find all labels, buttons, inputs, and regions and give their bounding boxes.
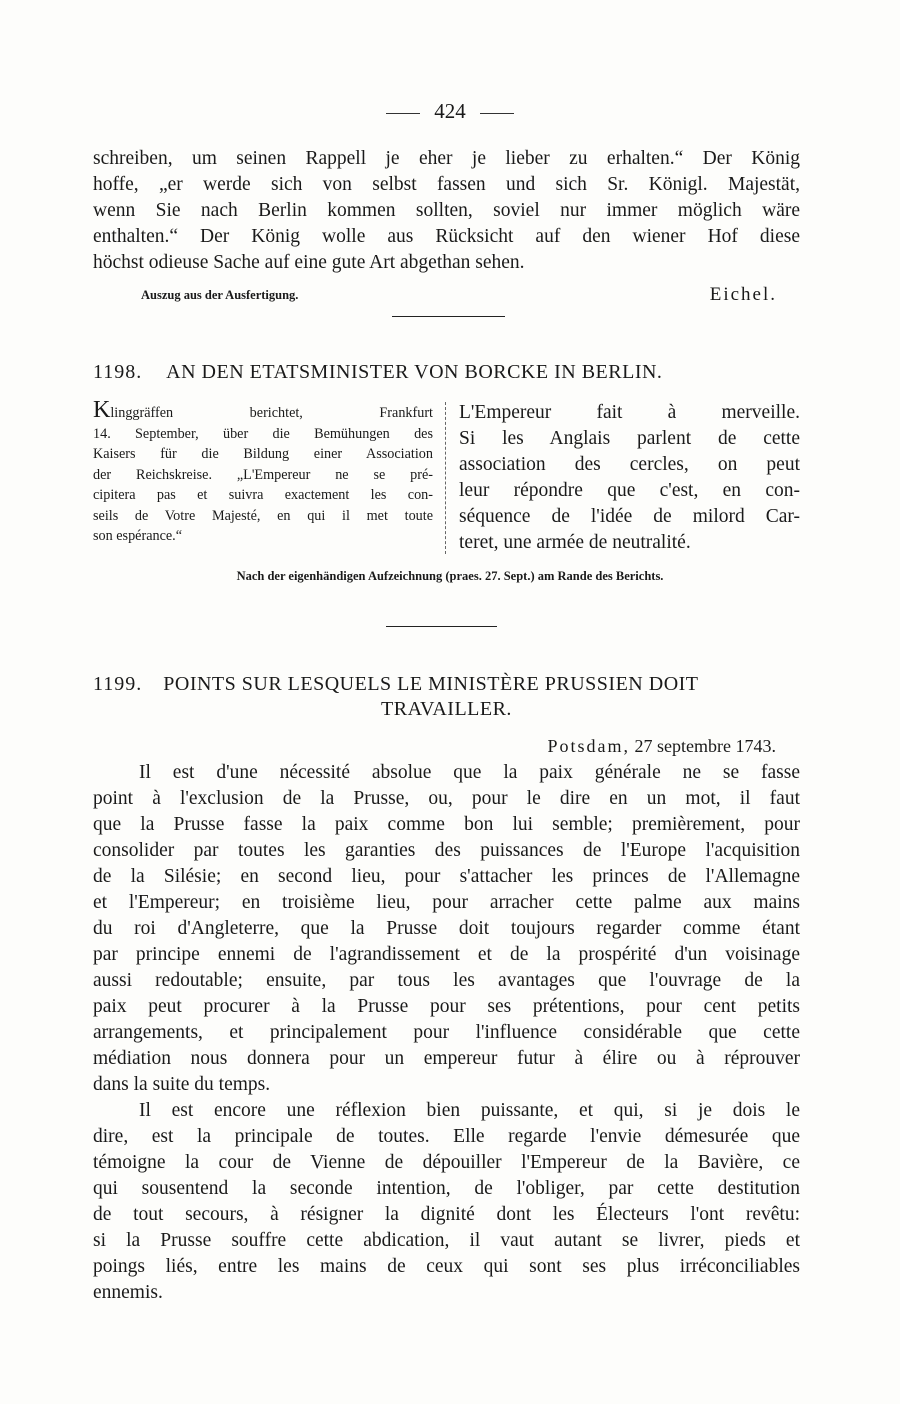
text-line: höchst odieuse Sache auf eine gute Art abgethan sehen. <box>93 252 525 273</box>
text-line: cipitera pas et suivra exactement les con- <box>93 487 433 503</box>
text-line: paix peut procurer à la Prusse pour ses prétentions, pour cent petits <box>93 996 800 1017</box>
text-line: 14. September, über die Bemühungen des <box>93 425 433 442</box>
section-title-line <box>93 698 800 721</box>
section-title: AN DEN ETATSMINISTER VON BORCKE IN BERLIN. <box>166 361 663 383</box>
text-line: si la Prusse souffre cette abdication, il vaut autant se livrer, pieds et <box>93 1230 800 1251</box>
section-divider <box>386 626 497 627</box>
text-line: dire, est la principale de toutes. Elle regarde l'envie démesurée que <box>93 1126 800 1147</box>
text-line: seils de Votre Majesté, en qui il met toute <box>93 507 433 524</box>
text-line-rest: linggräffen berichtet, Frankfurt <box>110 405 433 421</box>
report-summary <box>93 397 433 547</box>
text-line: poings liés, entre les mains de ceux qui sont ses plus irréconciliables <box>93 1256 800 1277</box>
section-number: 1199. <box>93 673 143 695</box>
text-line: séquence de l'idée de milord Car- <box>459 506 800 527</box>
section-title-continued: TRAVAILLER. <box>381 698 512 720</box>
paragraph-text <box>93 1098 800 1306</box>
source-note: Nach der eigenhändigen Aufzeichnung (praes. 27. Sept.) am Rande des Berichts. <box>236 569 664 583</box>
text-line: médiation nous donnera pour un empereur futur à élire ou à réprouver <box>93 1048 800 1069</box>
text-line: Il est d'une nécessité absolue que la paix générale ne se fasse <box>139 762 800 783</box>
place: Potsdam, <box>547 736 631 756</box>
signature-row <box>141 284 777 306</box>
text-line <box>93 397 433 424</box>
text-line: de tout secours, à résigner la dignité dont les Électeurs l'ont revêtu: <box>93 1204 800 1225</box>
header-dash-right <box>480 113 514 114</box>
initial-letter: K <box>93 397 111 423</box>
page-number-header <box>0 99 900 124</box>
section-divider <box>392 316 505 317</box>
top-paragraph <box>93 146 800 276</box>
signature: Eichel. <box>709 284 777 305</box>
text-line: teret, une armée de neutralité. <box>459 532 691 553</box>
header-dash-left <box>386 113 420 114</box>
text-line: consolider par toutes les garanties des puissances de l'Europe l'acquisition <box>93 840 800 861</box>
section-heading-1198 <box>93 361 800 384</box>
dateline <box>548 736 776 757</box>
text-line: dans la suite du temps. <box>93 1074 271 1095</box>
text-line: wenn Sie nach Berlin kommen sollten, soviel nur immer möglich wäre <box>93 200 800 221</box>
text-line: der Reichskreise. „L'Empereur ne se pré- <box>93 466 433 483</box>
two-column-block <box>93 397 800 560</box>
text-line: ennemis. <box>93 1282 163 1303</box>
text-line: par principe ennemi de l'agrandissement et de la prospérité d'un voisinage <box>93 944 800 965</box>
text-line: schreiben, um seinen Rappell je eher je lieber zu erhalten.“ Der König <box>93 148 800 169</box>
text-line: arrangements, et principalement pour l'influence considérable que cette <box>93 1022 800 1043</box>
section-heading-1199 <box>93 673 800 721</box>
text-line: témoigne la cour de Vienne de dépouiller l'Empereur de la Bavière, ce <box>93 1152 800 1173</box>
king-reply <box>459 400 800 556</box>
text-line: association des cercles, on peut <box>459 454 800 475</box>
paragraph-text <box>93 760 800 1098</box>
text-line: son espérance.“ <box>93 528 183 544</box>
top-paragraph-text <box>93 146 800 276</box>
text-line: hoffe, „er werde sich von selbst fassen und sich Sr. Königl. Majestät, <box>93 174 800 195</box>
text-line: de la Silésie; en second lieu, pour s'attacher les princes de l'Allemagne <box>93 866 800 887</box>
memorandum-paragraph-1 <box>93 760 800 1098</box>
text-line: qui sousentend la seconde intention, de l'obliger, par cette destitution <box>93 1178 800 1199</box>
text-line: que la Prusse fasse la paix comme bon lui semble; premièrement, pour <box>93 814 800 835</box>
source-note: Auszug aus der Ausfertigung. <box>141 288 299 302</box>
text-line: et l'Empereur; en troisième lieu, pour arracher cette palme aux mains <box>93 892 800 913</box>
text-line: aussi redoutable; ensuite, par tous les avantages que l'ouvrage de la <box>93 970 800 991</box>
text-line: enthalten.“ Der König wolle aus Rücksicht auf den wiener Hof diese <box>93 226 800 247</box>
page-number: 424 <box>434 99 466 123</box>
text-line: point à l'exclusion de la Prusse, ou, pour le dire en un mot, il faut <box>93 788 800 809</box>
date: 27 septembre 1743. <box>634 736 776 756</box>
text-line: Il est encore une réflexion bien puissante, et qui, si je dois le <box>139 1100 800 1121</box>
section-number: 1198. <box>93 361 143 383</box>
section-title-line <box>93 673 800 696</box>
text-line: L'Empereur fait à merveille. <box>459 402 800 423</box>
column-divider <box>445 402 446 554</box>
memorandum-paragraph-2 <box>93 1098 800 1306</box>
text-line: leur répondre que c'est, en con- <box>459 480 800 501</box>
text-line: du roi d'Angleterre, que la Prusse doit toujours regarder comme étant <box>93 918 800 939</box>
section-title: POINTS SUR LESQUELS LE MINISTÈRE PRUSSIEN DOIT <box>163 673 699 695</box>
text-line: Kaisers für die Bildung einer Association <box>93 446 433 462</box>
text-line: Si les Anglais parlent de cette <box>459 428 800 449</box>
